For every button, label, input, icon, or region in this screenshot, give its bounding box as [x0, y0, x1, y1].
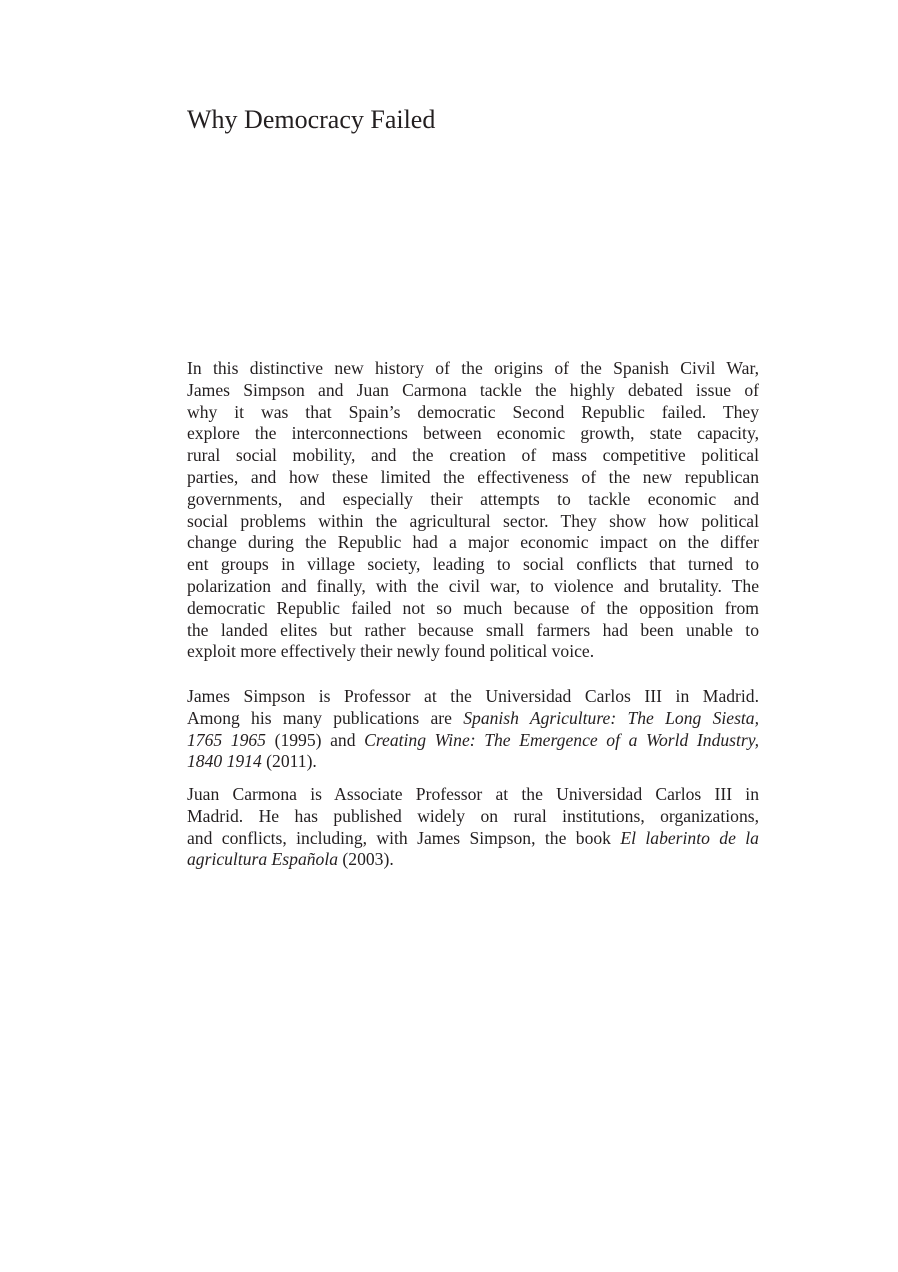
bio-line	[187, 751, 759, 773]
description-line: explore the interconnections between economic growth, state capacity,	[187, 423, 759, 444]
book-description	[187, 358, 759, 663]
bio-line	[187, 730, 759, 752]
description-line: social problems within the agricultural sector. They show how political	[187, 510, 759, 531]
book-title-el-laberinto-cont: agricultura Española	[187, 849, 339, 870]
description-line: the landed elites but rather because small farmers had been unable to	[187, 619, 759, 640]
book-title-spanish-agriculture-years: 1765 1965	[187, 729, 266, 750]
description-line: parties, and how these limited the effectiveness of the new republican	[187, 466, 759, 487]
author-bio-carmona	[187, 784, 759, 871]
page-title: Why Democracy Failed	[187, 105, 436, 134]
description-line: governments, and especially their attempts to tackle economic and	[187, 488, 759, 509]
bio-text: (2011).	[261, 751, 317, 772]
description-line: why it was that Spain’s democratic Second Republic failed. They	[187, 401, 759, 422]
author-bio-simpson	[187, 686, 759, 773]
bio-text: (1995) and	[265, 729, 365, 750]
bio-line: Juan Carmona is Associate Professor at the Universidad Carlos III in	[187, 784, 759, 804]
description-line: ent groups in village society, leading to social conflicts that turned to	[187, 554, 759, 575]
bio-text: Among his many publications are	[187, 707, 464, 728]
book-title-creating-wine: Creating Wine: The Emergence of a World Industry,	[364, 729, 760, 750]
book-title-creating-wine-years: 1840 1914	[187, 751, 262, 772]
description-line: rural social mobility, and the creation of mass competitive political	[187, 445, 759, 466]
bio-line: James Simpson is Professor at the Universidad Carlos III in Madrid.	[187, 686, 759, 706]
description-line: exploit more effectively their newly found political voice.	[187, 641, 595, 662]
book-title-el-laberinto: El laberinto de la	[620, 827, 759, 848]
bio-text: (2003).	[338, 849, 394, 870]
description-line: In this distinctive new history of the origins of the Spanish Civil War,	[187, 358, 759, 378]
book-title-spanish-agriculture: Spanish Agriculture: The Long Siesta,	[463, 707, 759, 728]
bio-text: and conflicts, including, with James Simpson, the book	[187, 827, 621, 848]
bio-line	[187, 849, 759, 871]
bio-line: Madrid. He has published widely on rural institutions, organizations,	[187, 805, 759, 826]
bio-line	[187, 828, 759, 850]
description-line: polarization and finally, with the civil war, to violence and brutality. The	[187, 575, 759, 596]
description-line: democratic Republic failed not so much because of the opposition from	[187, 597, 759, 618]
description-line: change during the Republic had a major economic impact on the differ	[187, 532, 759, 553]
description-line: James Simpson and Juan Carmona tackle the highly debated issue of	[187, 379, 759, 400]
bio-line	[187, 708, 759, 730]
